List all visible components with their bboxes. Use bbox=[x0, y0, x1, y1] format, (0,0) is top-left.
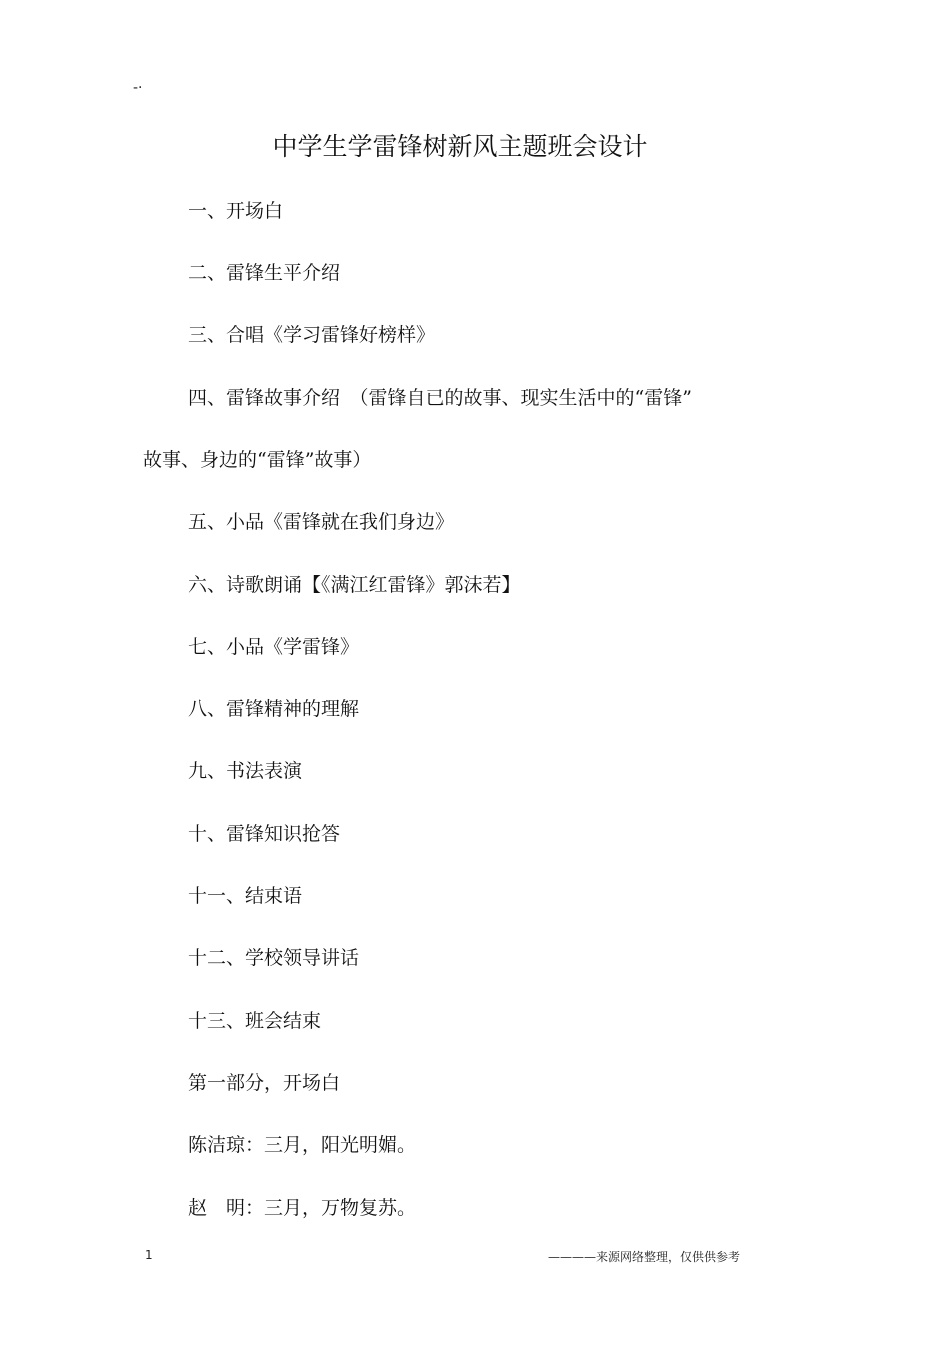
outline-item: 十三、班会结束 bbox=[188, 1010, 322, 1032]
outline-item: 四、雷锋故事介绍 （雷锋自已的故事、现实生活中的“雷锋” bbox=[188, 387, 692, 409]
outline-item: 八、雷锋精神的理解 bbox=[188, 698, 360, 720]
outline-item: 六、诗歌朗诵【《满江红雷锋》郭沫若】 bbox=[188, 574, 521, 596]
outline-item: 一、开场白 bbox=[188, 200, 284, 222]
outline-item-continuation: 故事、身边的“雷锋”故事） bbox=[143, 449, 372, 471]
outline-item: 九、书法表演 bbox=[188, 760, 303, 782]
document-title: 中学生学雷锋树新风主题班会设计 bbox=[272, 132, 648, 161]
section-heading: 第一部分，开场白 bbox=[188, 1072, 341, 1094]
outline-item: 十二、学校领导讲话 bbox=[188, 947, 360, 969]
footer-note: ————来源网络整理，仅供供参考 bbox=[548, 1250, 741, 1264]
outline-item: 五、小品《雷锋就在我们身边》 bbox=[188, 511, 455, 533]
outline-item: 二、雷锋生平介绍 bbox=[188, 262, 341, 284]
outline-item: 三、合唱《学习雷锋好榜样》 bbox=[188, 324, 436, 346]
page-number: 1 bbox=[145, 1248, 153, 1262]
outline-item: 七、小品《学雷锋》 bbox=[188, 636, 360, 658]
outline-item: 十一、结束语 bbox=[188, 885, 303, 907]
dialogue-line: 赵 明：三月，万物复苏。 bbox=[188, 1197, 417, 1219]
corner-mark: -· bbox=[133, 80, 143, 96]
outline-item: 十、雷锋知识抢答 bbox=[188, 823, 341, 845]
dialogue-line: 陈洁琼：三月，阳光明媚。 bbox=[188, 1134, 417, 1156]
